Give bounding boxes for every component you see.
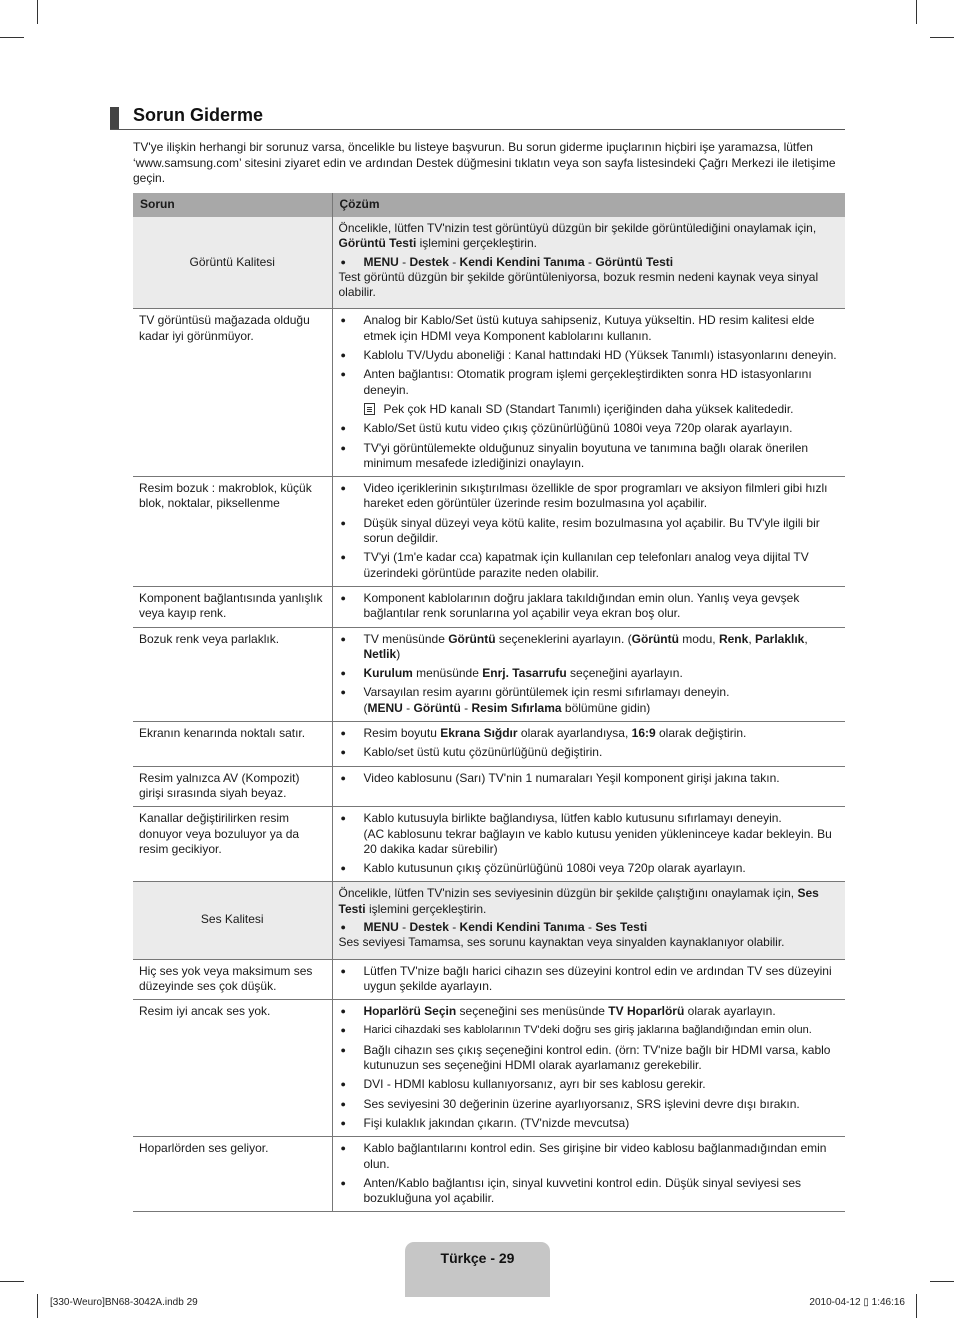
table-row bbox=[133, 959, 845, 1000]
problem-cell: Bozuk renk veya parlaklık. bbox=[133, 627, 332, 721]
heading-bar-marker bbox=[110, 107, 119, 129]
crop-mark bbox=[916, 1294, 917, 1318]
bullet-item: ● Kablo kutusuyla birlikte bağlandıysa, lütfen kablo kutusunu sıfırlamayı deneyin. (AC kablosunu tekrar bağlayın ve kablo kutusu yeniden yükleninceye kadar bekleyin. Bu 20 dakika kadar sürebilir) bbox=[339, 811, 840, 857]
bullet-item: ● DVI - HDMI kablosu kullanıyorsanız, ayrı bir ses kablosu gerekir. bbox=[339, 1077, 840, 1092]
crop-mark bbox=[930, 37, 954, 38]
table-row bbox=[133, 722, 845, 767]
solution-paragraph: Öncelikle, lütfen TV'nizin ses seviyesinin düzgün bir şekilde çalıştığını onaylamak için, Ses Testi işlemini gerçekleştirin. bbox=[338, 886, 819, 916]
bullet-item: ● MENU - Destek - Kendi Kendini Tanıma - Ses Testi bbox=[339, 920, 840, 935]
problem-cell: Resim bozuk : makroblok, küçük blok, noktalar, piksellenme bbox=[133, 477, 332, 587]
table-header-row bbox=[133, 193, 845, 217]
table-row bbox=[133, 217, 845, 309]
problem-cell: Ses Kalitesi bbox=[133, 882, 332, 959]
solution-cell bbox=[332, 217, 845, 309]
problem-cell: Ekranın kenarında noktalı satır. bbox=[133, 722, 332, 767]
note-item: Pek çok HD kanalı SD (Standart Tanımlı) içeriğinden daha yüksek kalitededir. bbox=[339, 402, 840, 417]
bullet-item: ● Kablo/set üstü kutu çözünürlüğünü değiştirin. bbox=[339, 745, 840, 760]
troubleshooting-table bbox=[133, 193, 845, 1212]
bullet-item: ● TV'yi (1m'e kadar cca) kapatmak için kullanılan cep telefonları analog veya dijital TV üzerindeki görüntüde parazite neden olabilir. bbox=[339, 550, 840, 581]
solution-list bbox=[339, 632, 840, 716]
bullet-item: ● Anten/Kablo bağlantısı için, sinyal kuvvetini kontrol edin. Düşük sinyal seviyesi ses bozukluğuna yol açabilir. bbox=[339, 1176, 840, 1207]
solution-list bbox=[339, 481, 840, 581]
bullet-item: ● Kurulum menüsünde Enrj. Tasarrufu seçeneğini ayarlayın. bbox=[339, 666, 840, 681]
solution-cell bbox=[332, 882, 845, 959]
bullet-item: ● Kablolu TV/Uydu aboneliği : Kanal hattındaki HD (Yüksek Tanımlı) istasyonlarını deneyin. bbox=[339, 348, 840, 363]
problem-cell: Komponent bağlantısında yanlışlık veya kayıp renk. bbox=[133, 586, 332, 627]
solution-cell bbox=[332, 1000, 845, 1137]
solution-list bbox=[339, 811, 840, 876]
table-row bbox=[133, 1137, 845, 1212]
bullet-item: ● Video kablosunu (Sarı) TV'nin 1 numaraları Yeşil komponent girişi jakına takın. bbox=[339, 771, 840, 786]
note-icon bbox=[364, 403, 375, 415]
table-row bbox=[133, 766, 845, 807]
bullet-item: ● Varsayılan resim ayarını görüntülemek için resmi sıfırlamayı deneyin. (MENU - Görüntü - Resim Sıfırlama bölümüne gidin) bbox=[339, 685, 840, 716]
bullet-item: ● TV'yi görüntülemekte olduğunuz sinyalin boyutuna ve tanımına bağlı olarak önerilen minimum mesafede izlediğinizi onaylayın. bbox=[339, 441, 840, 472]
problem-cell: Resim iyi ancak ses yok. bbox=[133, 1000, 332, 1137]
crop-mark bbox=[37, 0, 38, 24]
column-header-solution: Çözüm bbox=[332, 193, 845, 217]
footer-timestamp: 2010-04-12 ▯ 1:46:16 bbox=[809, 1297, 905, 1308]
bullet-item: ● Resim boyutu Ekrana Sığdır olarak ayarlandıysa, 16:9 olarak değiştirin. bbox=[339, 726, 840, 741]
solution-paragraph: Ses seviyesi Tamamsa, ses sorunu kaynaktan veya sinyalden kaynaklanıyor olabilir. bbox=[338, 935, 785, 950]
problem-cell: Hiç ses yok veya maksimum ses düzeyinde ses çok düşük. bbox=[133, 959, 332, 1000]
bullet-item: ● Düşük sinyal düzeyi veya kötü kalite, resim bozulmasına yol açabilir. Bu TV'yle ilgili bir sorun değildir. bbox=[339, 516, 840, 547]
solution-list bbox=[339, 920, 840, 935]
page-number-tab bbox=[405, 1242, 550, 1297]
solution-list bbox=[339, 771, 840, 786]
solution-cell bbox=[332, 477, 845, 587]
table-row bbox=[133, 477, 845, 587]
bullet-item: ● Fişi kulaklık jakından çıkarın. (TV'nizde mevcutsa) bbox=[339, 1116, 840, 1131]
bullet-item: ● Ses seviyesini 30 değerinin üzerine ayarlıyorsanız, SRS işlevini devre dışı bırakın. bbox=[339, 1097, 840, 1112]
bullet-item: ● TV menüsünde Görüntü seçeneklerini ayarlayın. (Görüntü modu, Renk, Parlaklık, Netlik) bbox=[339, 632, 840, 663]
solution-list bbox=[339, 1141, 840, 1206]
bullet-item: ● Kablo bağlantılarını kontrol edin. Ses girişine bir video kablosu bağlanmadığından emin olun. bbox=[339, 1141, 840, 1172]
footer-file-info: [330-Weuro]BN68-3042A.indb 29 bbox=[50, 1297, 198, 1308]
table-row bbox=[133, 1000, 845, 1137]
problem-cell: Resim yalnızca AV (Kompozit) girişi sırasında siyah beyaz. bbox=[133, 766, 332, 807]
table-row bbox=[133, 309, 845, 477]
intro-paragraph: TV'ye ilişkin herhangi bir sorunuz varsa, öncelikle bu listeye başvurun. Bu sorun giderme ipuçlarının hiçbiri işe yaramazsa, lütfen ‘www.samsung.com’ sitesini ziyaret edin ve ardından Destek düğmesini tıklatın veya son sayfa listesindeki Çağrı Merkezi ile iletişime geçin. bbox=[133, 140, 836, 185]
bullet-item: ● Harici cihazdaki ses kablolarının TV'deki doğru ses giriş jaklarına bağlandığından emin olun. bbox=[339, 1023, 840, 1038]
solution-cell bbox=[332, 309, 845, 477]
solution-list bbox=[339, 591, 840, 622]
bullet-item: ● MENU - Destek - Kendi Kendini Tanıma - Görüntü Testi bbox=[339, 255, 840, 270]
table-body bbox=[133, 217, 845, 1212]
table-row bbox=[133, 882, 845, 959]
bullet-item: ● Hoparlörü Seçin seçeneğini ses menüsünde TV Hoparlörü olarak ayarlayın. bbox=[339, 1004, 840, 1019]
solution-paragraph: Test görüntü düzgün bir şekilde görüntüleniyorsa, bozuk resmin nedeni kaynak veya sinyal olabilir. bbox=[338, 269, 819, 300]
problem-cell: Kanallar değiştirilirken resim donuyor veya bozuluyor ya da resim gecikiyor. bbox=[133, 807, 332, 882]
solution-cell bbox=[332, 807, 845, 882]
table-row bbox=[133, 627, 845, 721]
table-row bbox=[133, 586, 845, 627]
crop-mark bbox=[0, 1281, 24, 1282]
bullet-item: ● Bağlı cihazın ses çıkış seçeneğini kontrol edin. (örn: TV'nize bağlı bir HDMI varsa, kablo kutunuzun ses seçeneğini HDMI olarak ayarlamanız gerekebilir. bbox=[339, 1043, 840, 1074]
problem-cell: Görüntü Kalitesi bbox=[133, 217, 332, 309]
crop-mark bbox=[0, 37, 24, 38]
problem-cell: Hoparlörden ses geliyor. bbox=[133, 1137, 332, 1212]
bullet-item: ● Komponent kablolarının doğru jaklara takıldığından emin olun. Yanlış veya gevşek bağlantılar renk sorunlarına yol açabilir veya ekran boş olur. bbox=[339, 591, 840, 622]
bullet-item: ● Analog bir Kablo/Set üstü kutuya sahipseniz, Kutuya yükseltin. HD resim kalitesi elde etmek için HDMI veya Komponent kablolarını kullanın. bbox=[339, 313, 840, 344]
bullet-item: ● Video içeriklerinin sıkıştırılması özellikle de spor programları ve aksiyon filmleri gibi hızlı hareket eden görüntüler üzerinde resim bozulmasına yol açabilir. bbox=[339, 481, 840, 512]
crop-mark bbox=[916, 0, 917, 24]
solution-paragraph: Öncelikle, lütfen TV'nizin test görüntüyü düzgün bir şekilde görüntülediğini onaylamak için, Görüntü Testi işlemini gerçekleştirin. bbox=[338, 221, 817, 251]
bullet-item: ● Lütfen TV'nize bağlı harici cihazın ses düzeyini kontrol edin ve ardından TV ses düzeyini uygun şekilde ayarlayın. bbox=[339, 964, 840, 995]
bullet-item: ● Kablo/Set üstü kutu video çıkış çözünürlüğünü 1080i veya 720p olarak ayarlayın. bbox=[339, 421, 840, 436]
solution-cell bbox=[332, 959, 845, 1000]
solution-list bbox=[339, 726, 840, 761]
solution-list bbox=[339, 1004, 840, 1131]
table-row bbox=[133, 807, 845, 882]
column-header-problem: Sorun bbox=[133, 193, 332, 217]
crop-mark bbox=[37, 1294, 38, 1318]
problem-cell: TV görüntüsü mağazada olduğu kadar iyi görünmüyor. bbox=[133, 309, 332, 477]
bullet-item: ● Kablo kutusunun çıkış çözünürlüğünü 1080i veya 720p olarak ayarlayın. bbox=[339, 861, 840, 876]
bullet-item: ● Anten bağlantısı: Otomatik program işlemi gerçekleştirdikten sonra HD istasyonlarını deneyin. bbox=[339, 367, 840, 398]
solution-cell bbox=[332, 1137, 845, 1212]
solution-list bbox=[339, 313, 840, 471]
page-number-label: Türkçe - 29 bbox=[440, 1250, 515, 1266]
solution-cell bbox=[332, 722, 845, 767]
section-title: Sorun Giderme bbox=[133, 105, 264, 125]
crop-mark bbox=[930, 1281, 954, 1282]
solution-cell bbox=[332, 766, 845, 807]
solution-list bbox=[339, 964, 840, 995]
solution-cell bbox=[332, 586, 845, 627]
solution-list bbox=[339, 255, 840, 270]
section-heading bbox=[110, 104, 845, 130]
solution-cell bbox=[332, 627, 845, 721]
